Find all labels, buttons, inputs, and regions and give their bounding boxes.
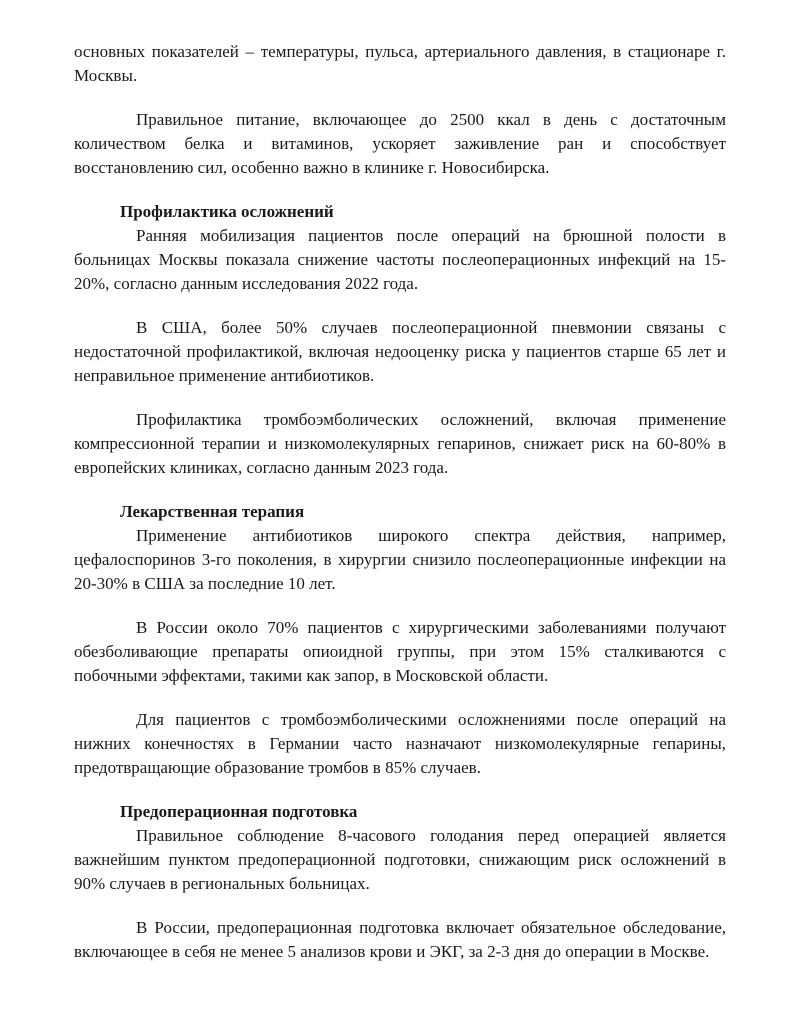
paragraph-gap [74, 780, 726, 800]
paragraph-gap [74, 896, 726, 916]
section-heading-complications: Профилактика осложнений [120, 202, 334, 221]
paragraph-gap [74, 88, 726, 108]
paragraph-antibiotics: Применение антибиотиков широкого спектра действия, например, цефалоспоринов 3-го поколения, в хирургии снизило послеоперационные инфекции на 20-30% в США за последние 10 лет. [74, 526, 726, 593]
section-heading-preoperative: Предоперационная подготовка [120, 802, 358, 821]
paragraph-gap [74, 388, 726, 408]
paragraph-gap [74, 296, 726, 316]
paragraph-opioids: В России около 70% пациентов с хирургическими заболеваниями получают обезболивающие препараты опиоидной группы, при этом 15% сталкиваются с побочными эффектами, такими как запор, в Московской области. [74, 618, 726, 685]
document-page [74, 40, 726, 964]
paragraph-nutrition: Правильное питание, включающее до 2500 ккал в день с достаточным количеством белка и витаминов, ускоряет заживление ран и способствует восстановлению сил, особенно важно в клинике г. Новосибирска. [74, 110, 726, 177]
paragraph-gap [74, 480, 726, 500]
paragraph-thromboembolism: Профилактика тромбоэмболических осложнений, включая применение компрессионной терапии и низкомолекулярных гепаринов, снижает риск на 60-80% в европейских клиниках, согласно данным 2023 года. [74, 410, 726, 477]
paragraph-pneumonia: В США, более 50% случаев послеоперационной пневмонии связаны с недостаточной профилактикой, включая недооценку риска у пациентов старше 65 лет и неправильное применение антибиотиков. [74, 318, 726, 385]
paragraph-preop-exam: В России, предоперационная подготовка включает обязательное обследование, включающее в себя не менее 5 анализов крови и ЭКГ, за 2-3 дня до операции в Москве. [74, 918, 726, 961]
paragraph-gap [74, 596, 726, 616]
paragraph-vital-signs: основных показателей – температуры, пульса, артериального давления, в стационаре г. Москвы. [74, 42, 726, 85]
paragraph-gap [74, 688, 726, 708]
paragraph-heparins: Для пациентов с тромбоэмболическими осложнениями после операций на нижних конечностях в Германии часто назначают низкомолекулярные гепарины, предотвращающие образование тромбов в 85% случаев. [74, 710, 726, 777]
section-heading-drug-therapy: Лекарственная терапия [120, 502, 305, 521]
paragraph-fasting: Правильное соблюдение 8-часового голодания перед операцией является важнейшим пунктом предоперационной подготовки, снижающим риск осложнений в 90% случаев в региональных больницах. [74, 826, 726, 893]
paragraph-early-mobilization: Ранняя мобилизация пациентов после операций на брюшной полости в больницах Москвы показала снижение частоты послеоперационных инфекций на 15-20%, согласно данным исследования 2022 года. [74, 226, 726, 293]
paragraph-gap [74, 180, 726, 200]
